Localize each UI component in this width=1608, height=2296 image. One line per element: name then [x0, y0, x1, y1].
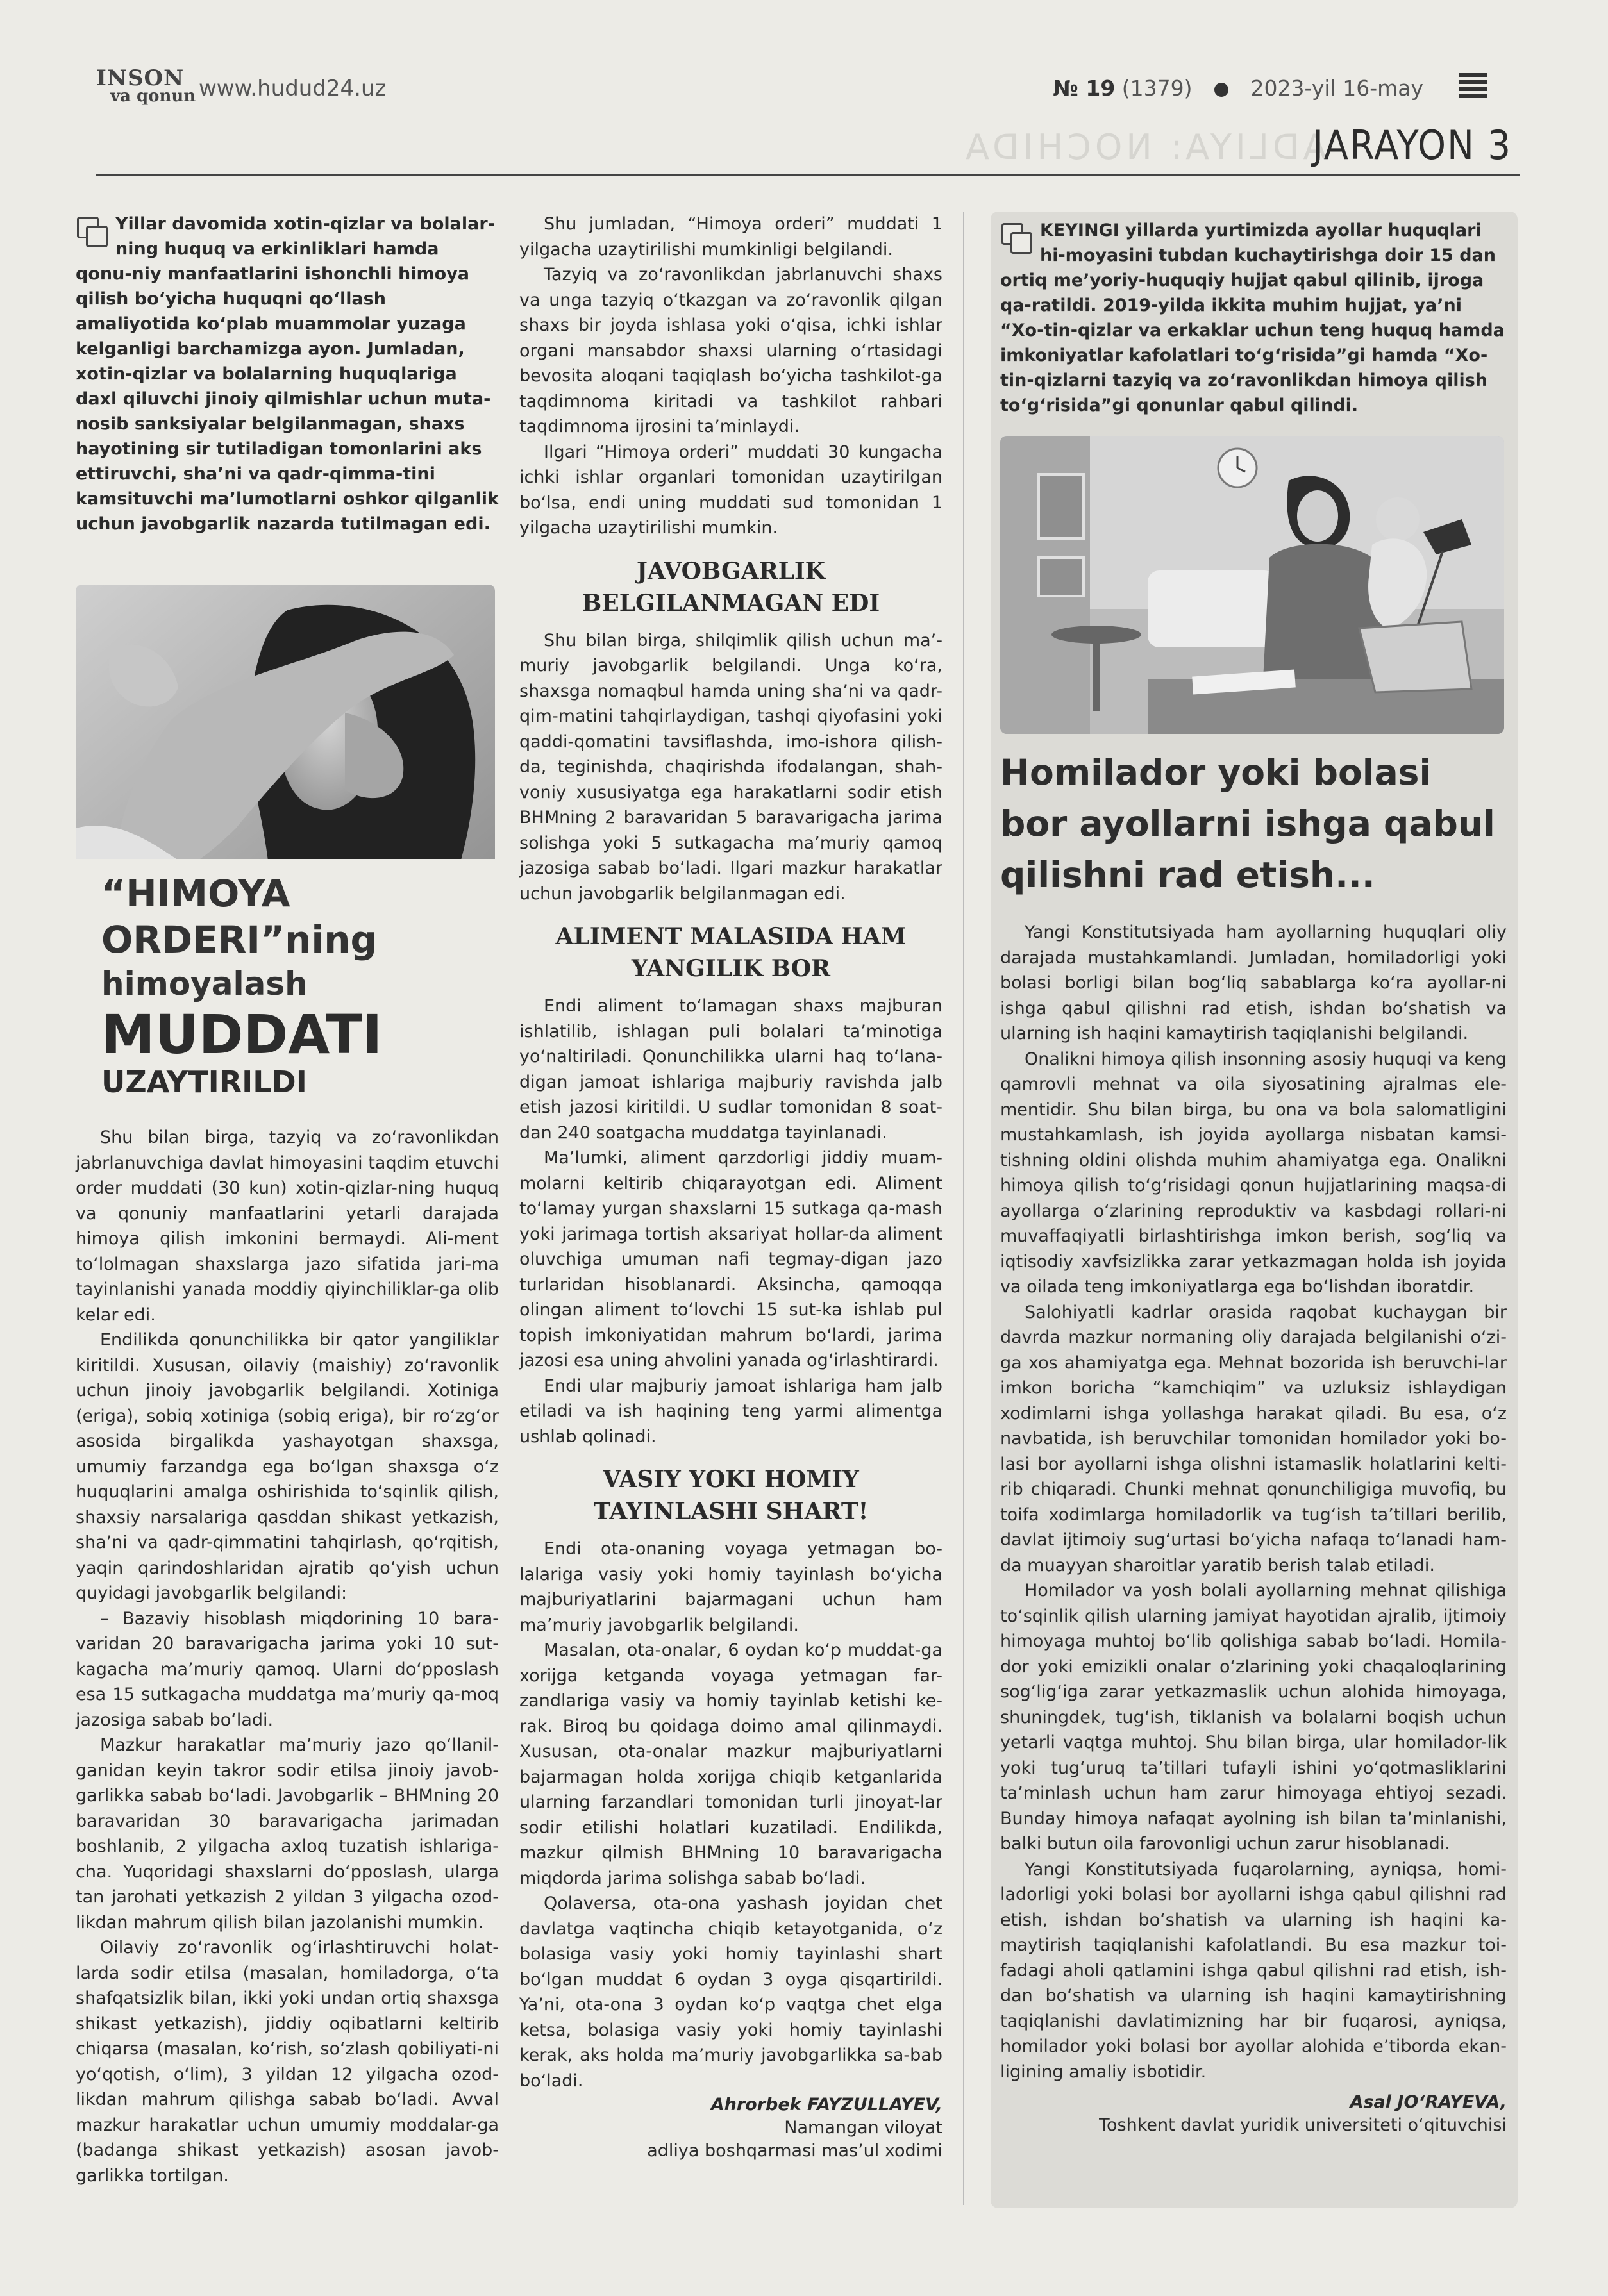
article1-lead-block: [76, 212, 499, 537]
paragraph: Mazkur harakatlar ma’muriy jazo qo‘llanil-ganidan keyin takror sodir etilsa jinoiy javob-garlikka sabab bo‘ladi. Javobgarlik – BHMning 20 baravaridan 30 baravarigacha jarimadan boshlanib, 2 yilgacha axloq tuzatish ishlariga-cha. Yuqoridagi shaxslarni do‘pposlash, ularga tan jarohati yetkazish 2 yildan 3 yilgacha ozod-likdan mahrum qilish bilan jazolanishi mumkin.: [76, 1735, 499, 1933]
article1-signature: [519, 2093, 942, 2163]
bullet-dot-icon: [1214, 83, 1228, 97]
copy-squares-icon: [1000, 222, 1034, 255]
paragraph: Shu bilan birga, shilqimlik qilish uchun ma’-muriy javobgarlik belgilandi. Unga ko‘ra, shaxsga nomaqbul hamda uning sha’ni va qadr-qim-matini tahqirlaydigan, tashqi qiyofasini yoki qaddi-qomatini tavsiflashda, imo-ishora qilish-da, teginishda, chaqirishda ifodalangan, shah-voniy xususiyatga ega harakatlarni sodir etish BHMning 2 baravaridan 5 baravarigacha jarima solishga yoki 5 sutkagacha ma’muriy qamoq jazosiga sabab bo‘ladi. Ilgari mazkur harakatlar uchun javobgarlik belgilanmagan edi.: [519, 630, 942, 904]
headline-line2: ORDERI”ning: [101, 918, 378, 961]
article1-headline: [76, 859, 500, 1106]
article1-lead-text: Yillar davomida xotin-qizlar va bolalar-ning huquq va erkinliklari hamda qonu-niy manfaatlarini ishonchli himoya qilish bo‘yicha huquqni qo‘llash amaliyotida ko‘plab muammolar yuzaga kelganligi barchamizga ayon. Jumladan, xotin-qizlar va bolalarning huquqlariga daxl qiluvchi jinoiy qilmishlar uchun muta-nosib sanksiyalar belgilanmagan, shaxs hayotining sir tutiladigan tomonlarini aks ettiruvchi, sha’ni va qadr-qimma-tini kamsituvchi ma’lumotlarni oshkor qilganlik uchun javobgarlik nazarda tutilmagan edi.: [76, 214, 499, 534]
menu-lines-icon: [1459, 73, 1487, 95]
paragraph: Ilgari “Himoya orderi” muddati 30 kungacha ichki ishlar organlari tomonidan uzaytirilgan bo‘lsa, endi uning muddati sud tomonidan 1 yilgacha uzaytirilishi mumkin.: [519, 442, 942, 538]
subheading-line: YANGILIK BOR: [631, 955, 831, 982]
section-rubric: JARAYON 3: [1312, 122, 1512, 169]
bleed-through-rubric: ADLIYA: NOCHIDA: [962, 127, 1327, 167]
subheading-line: ALIMENT MALASIDA HAM: [555, 923, 907, 950]
article2-title: Homilador yoki bolasi bor ayollarni ishga qabul qilishni rad etish...: [1000, 752, 1495, 895]
article2-lead: [1000, 218, 1507, 418]
paragraph: Salohiyatli kadrlar orasida raqobat kuchaygan bir davrda mazkur normaning oliy darajada belgilanishi o‘zi-ga xos ahamiyatga ega. Mehnat bozorida ish beruvchi-lar imkon boricha “kamchiqim” va uzluksiz ishlaydigan xodimlarni ishga yollashga harakat qiladi. Bu esa, o‘z navbatida, ish beruvchilar tomonidan homilador yoki bo-lasi bor ayollarni ishga olishni istamaslik holatlarini kelti-rib chiqaradi. Chunki mehnat qonunchiligiga muvofiq, bu toifa xodimlarga homiladorlik va tug‘ish ta’tillari berilib, davlat ijtimoiy sug‘urtasi bo‘yicha nafaqa to‘lanadi ham-da muayyan sharoitlar yaratib berish talab etiladi.: [1000, 1302, 1507, 1576]
paragraph: Endi aliment to‘lamagan shaxs majburan ishlatilib, ishlagan puli bolalari ta’minotiga yo‘naltiriladi. Qonunchilikka ularni haq to‘lana-digan jamoat ishlariga majburiy ravishda jalb etish jazosi kiritildi. U sudlar tomonidan 8 soat-dan 240 soatgacha muddatga tayinlanadi.: [519, 996, 942, 1143]
paragraph: – Bazaviy hisoblash miqdorining 10 bara-varidan 20 baravarigacha jarima yoki 10 sut-kagacha ma’muriy qamoq. Ularni do‘pposlash esa 15 sutkagacha muddatga ma’muriy qa-moq jazosiga sabab bo‘ladi.: [76, 1608, 499, 1730]
header-rule: [96, 174, 1520, 176]
paragraph: Endi ular majburiy jamoat ishlariga ham jalb etiladi va ish haqining teng yarmi alimentga ushlab qolinadi.: [519, 1376, 942, 1447]
newspaper-logo: [96, 65, 196, 106]
column-divider: [963, 212, 964, 2205]
mother-with-baby-at-desk-illustration: [1000, 436, 1504, 734]
article1-lead: [76, 212, 499, 537]
paragraph: Yangi Konstitutsiyada fuqarolarning, ayniqsa, homi-ladorligi yoki bolasi bor ayollarni ishga qabul qilishni rad etish, ishdan bo‘shatish va ularning ish haqini ka-maytirish taqiqlanishi kafolatlandi. Bu esa mazkur toi-fadagi aholi qatlamini ishga qabul qilishni rad etish, ish-dan bo‘shatish va ularning ish haqini kamaytirishning taqiqlanishi davlatimizning har bir fuqarosi, ayniqsa, homilador yoki bolasi bor ayollar alohida e’tiborda ekan-ligining amaliy isbotidir.: [1000, 1859, 1507, 2082]
paragraph: Qolaversa, ota-ona yashash joyidan chet davlatga vaqtincha chiqib ketayotganida, o‘z bolasiga vasiy yoki homiy tayinlashi shart bo‘lgan muddat 6 oydan 3 oyga qisqartirildi. Ya’ni, ota-ona 3 oydan ko‘p vaqtga chet elga ketsa, bolasiga vasiy yoki homiy tayinlashi kerak, aks holda ma’muriy javobgarlikka sa-bab bo‘ladi.: [519, 1893, 942, 2091]
author-name: Ahrorbek FAYZULLAYEV,: [710, 2095, 942, 2115]
paragraph: Endilikda qonunchilikka bir qator yangiliklar kiritildi. Xususan, oilaviy (maishiy) zo‘ravonlik uchun jinoiy javobgarlik belgilandi. Xotiniga (eriga), sobiq xotiniga (sobiq eriga), bir ro‘zg‘or asosida birgalikda yashayotgan shaxsga, umumiy farzandga ega bo‘lgan shaxsga o‘z huquqlarini amalga oshirishida to‘sqinlik qilish, shaxsiy narsalariga qasddan shikast yetkazish, sha’ni va qadr-qimmatini tahqirlash, qo‘rqitish, yaqin qarindoshlaridan ajratib qo‘yish uchun quyidagi javobgarlik belgilandi:: [76, 1330, 499, 1603]
page-header: [96, 64, 1507, 109]
author-position: Toshkent davlat yuridik universiteti o‘qituvchisi: [1099, 2115, 1507, 2135]
logo-line2: va qonun: [110, 87, 196, 106]
article2-signature: [1000, 2091, 1507, 2137]
copy-squares-icon: [76, 215, 109, 249]
headline-line5: UZAYTIRILDI: [101, 1065, 307, 1099]
headline-line3: himoyalash: [101, 965, 308, 1002]
headline-line1: “HIMOYA: [101, 872, 290, 915]
paragraph: Ma’lumki, aliment qarzdorligi jiddiy muam-molarni keltirib chiqarayotgan edi. Aliment to‘lamay yurgan shaxslarni 15 sutkaga qa-mash yoki jarimaga tortish aksariyat hollar-da aliment oluvchiga umuman nafi tegmay-digan jazo turlaridan hisoblanardi. Aksincha, qamoqqa olingan aliment to‘lovchi 15 sut-ka ishlab pul topish imkoniyatidan mahrum bo‘lardi, jarima jazosi esa uning ahvolini yanada og‘irlashtirardi.: [519, 1148, 942, 1370]
paragraph: Tazyiq va zo‘ravonlikdan jabrlanuvchi shaxs va unga tazyiq o‘tkazgan va zo‘ravonlik qilgan shaxs bir joyda ishlasa yoki o‘qisa, ichki ishlar organi mansabdor shaxsi ularning o‘rtasidagi bevosita aloqani taqiqlash bo‘yicha tashkilot-ga taqdimnoma kiritadi va tashkilot rahbari taqdimnoma ijrosini ta’minlaydi.: [519, 265, 942, 437]
subheading-line: BELGILANMAGAN EDI: [582, 589, 880, 617]
paragraph: Endi ota-onaning voyaga yetmagan bo-lalariga vasiy yoki homiy tayinlash bo‘yicha majburiyatlarini bajarmagani uchun ham ma’muriy javobgarlik belgilandi.: [519, 1539, 942, 1635]
issue-number: № 19: [1053, 76, 1116, 101]
issue-info: [1053, 76, 1423, 101]
paragraph: Oilaviy zo‘ravonlik og‘irlashtiruvchi holat-larda sodir etilsa (masalan, homiladorga, o‘ta shafqatsizlik bilan, ikki yoki undan ortiq shaxsga shikast yetkazish), jiddiy oqibatlarni keltirib chiqarsa (masalan, ko‘rish, so‘zlash qobiliyati-ni yo‘qotish, o‘lim), 3 yildan 12 yilgacha ozod-likdan mahrum qilishga sabab bo‘ladi. Avval mazkur harakatlar uchun umumiy moddalar-ga (badanga shikast yetkazish) asosan javob-garlikka tortilgan.: [76, 1938, 499, 2186]
issue-total: (1379): [1121, 76, 1193, 101]
article2-photo-working-mother: [1000, 436, 1504, 734]
subheading-javobgarlik: [519, 555, 942, 619]
paragraph: Masalan, ota-onalar, 6 oydan ko‘p muddat-ga xorijga ketganda voyaga yetmagan far-zandlariga vasiy va homiy tayinlab ketishi ke-rak. Biroq bu qoidaga doimo amal qilinmaydi. Xususan, ota-onalar mazkur majburiyatlarni bajarmagan holda xorijga chiqib ketganlarida ularning farzandlari tomonidan turli jinoyat-lar sodir etilishi holatlari kuzatiladi. Endilikda, mazkur qilmish BHMning 10 baravarigacha miqdorda jarima solishga sabab bo‘ladi.: [519, 1640, 942, 1888]
paragraph: Shu bilan birga, tazyiq va zo‘ravonlikdan jabrlanuvchiga davlat himoyasini taqdim etuvchi order muddati (30 kun) xotin-qizlar-ning huquq va qonuniy manfaatlarini yetarli darajada himoya qilish imkonini bermaydi. Ali-ment to‘lolmagan shaxslarga jazo sifatida jari-ma tayinlanishi yanada moddiy qiyinchiliklar-ga olib kelar edi.: [76, 1127, 499, 1325]
website-url: www.hudud24.uz: [199, 76, 387, 101]
paragraph: Yangi Konstitutsiyada ham ayollarning huquqlari oliy darajada mustahkamlandi. Jumladan, homiladorligi yoki bolasi borligi bilan bog‘liq sabablarga ko‘ra ayollar-ni ishga qabul qilishni rad etish, ishdan bo‘shatish va ularning ish haqini kamaytirish taqiqlanishi belgilandi.: [1000, 922, 1507, 1044]
author-position: Namangan viloyat: [784, 2118, 942, 2138]
headline-line4: MUDDATI: [101, 1003, 383, 1066]
subheading-line: VASIY YOKI HOMIY: [603, 1466, 859, 1493]
logo-line1: INSON: [96, 65, 185, 91]
article1-column1-body: [76, 1125, 499, 2188]
issue-date: 2023-yil 16-may: [1250, 76, 1423, 101]
author-name: Asal JO‘RAYEVA,: [1350, 2092, 1507, 2112]
article2-lead-text: KEYINGI yillarda yurtimizda ayollar huquqlari hi-moyasini tubdan kuchaytirishga doir 15 dan ortiq me’yoriy-huquqiy hujjat qabul qilinib, ijroga qa-ratildi. 2019-yilda ikkita muhim hujjat, ya’ni “Xo-tin-qizlar va erkaklar uchun teng huquq hamda imkoniyatlar kafolatlari to‘g‘risida”gi hamda “Xo-tin-qizlarni tazyiq va zo‘ravonlikdan himoya qilish to‘g‘risida”gi qonunlar qabul qilindi.: [1000, 220, 1505, 415]
subheading-aliment: [519, 920, 942, 985]
author-position: adliya boshqarmasi mas’ul xodimi: [647, 2141, 942, 2161]
subheading-line: TAYINLASHI SHART!: [593, 1498, 869, 1525]
subheading-line: JAVOBGARLIK: [636, 557, 826, 585]
subheading-vasiy: [519, 1463, 942, 1527]
article2-body: [1000, 218, 1507, 2137]
paragraph: Onalikni himoya qilish insonning asosiy huquqi va keng qamrovli mehnat va oila siyosatining ajralmas ele-mentidir. Shu bilan birga, bu ona va bola salomatligini mustahkamlash, ish joyida ayollarga nisbatan kamsi-tishning oldini olishda muhim ahamiyatga ega. Onalikni himoya qilish to‘g‘risidagi qonun hujjatlarining maqsa-di ayollarga o‘zlarining reproduktiv va kasbdagi rollari-ni muvaffaqiyatli birlashtirishga imkon berish, sog‘liq va iqtisodiy xavfsizlikka zarar yetkazmagan holda ish joyida va oilada teng imkoniyatlarga ega bo‘lishdan iboratdir.: [1000, 1049, 1507, 1297]
paragraph: Homilador va yosh bolali ayollarning mehnat qilishiga to‘sqinlik qilish ularning jamiyat hayotidan ajralib, ijtimoiy himoyaga muhtoj bo‘lib qolishiga sabab bo‘ladi. Homila-dor yoki emizikli onalar o‘zlarining yoki chaqaloqlarining sog‘lig‘iga zarar yetkazmaslik uchun alohida himoyaga, shuningdek, tug‘ish, tiklanish va bolalarni boqish uchun yetarli vaqtga muhtoj. Shu bilan birga, ular homilador-lik yoki tug‘uruq ta’tillari tufayli ishini yo‘qotmasliklarini ta’minlash uchun ham zarur himoyaga ehtiyoj sezadi. Bunday himoya nafaqat ayolning ish bilan ta’minlanishi, balki butun oila farovonligi uchun zarur hisoblanadi.: [1000, 1581, 1507, 1854]
article1-column2-body: [519, 212, 942, 2163]
paragraph: Shu jumladan, “Himoya orderi” muddati 1 yilgacha uzaytirilishi mumkinligi belgilandi.: [519, 214, 942, 260]
